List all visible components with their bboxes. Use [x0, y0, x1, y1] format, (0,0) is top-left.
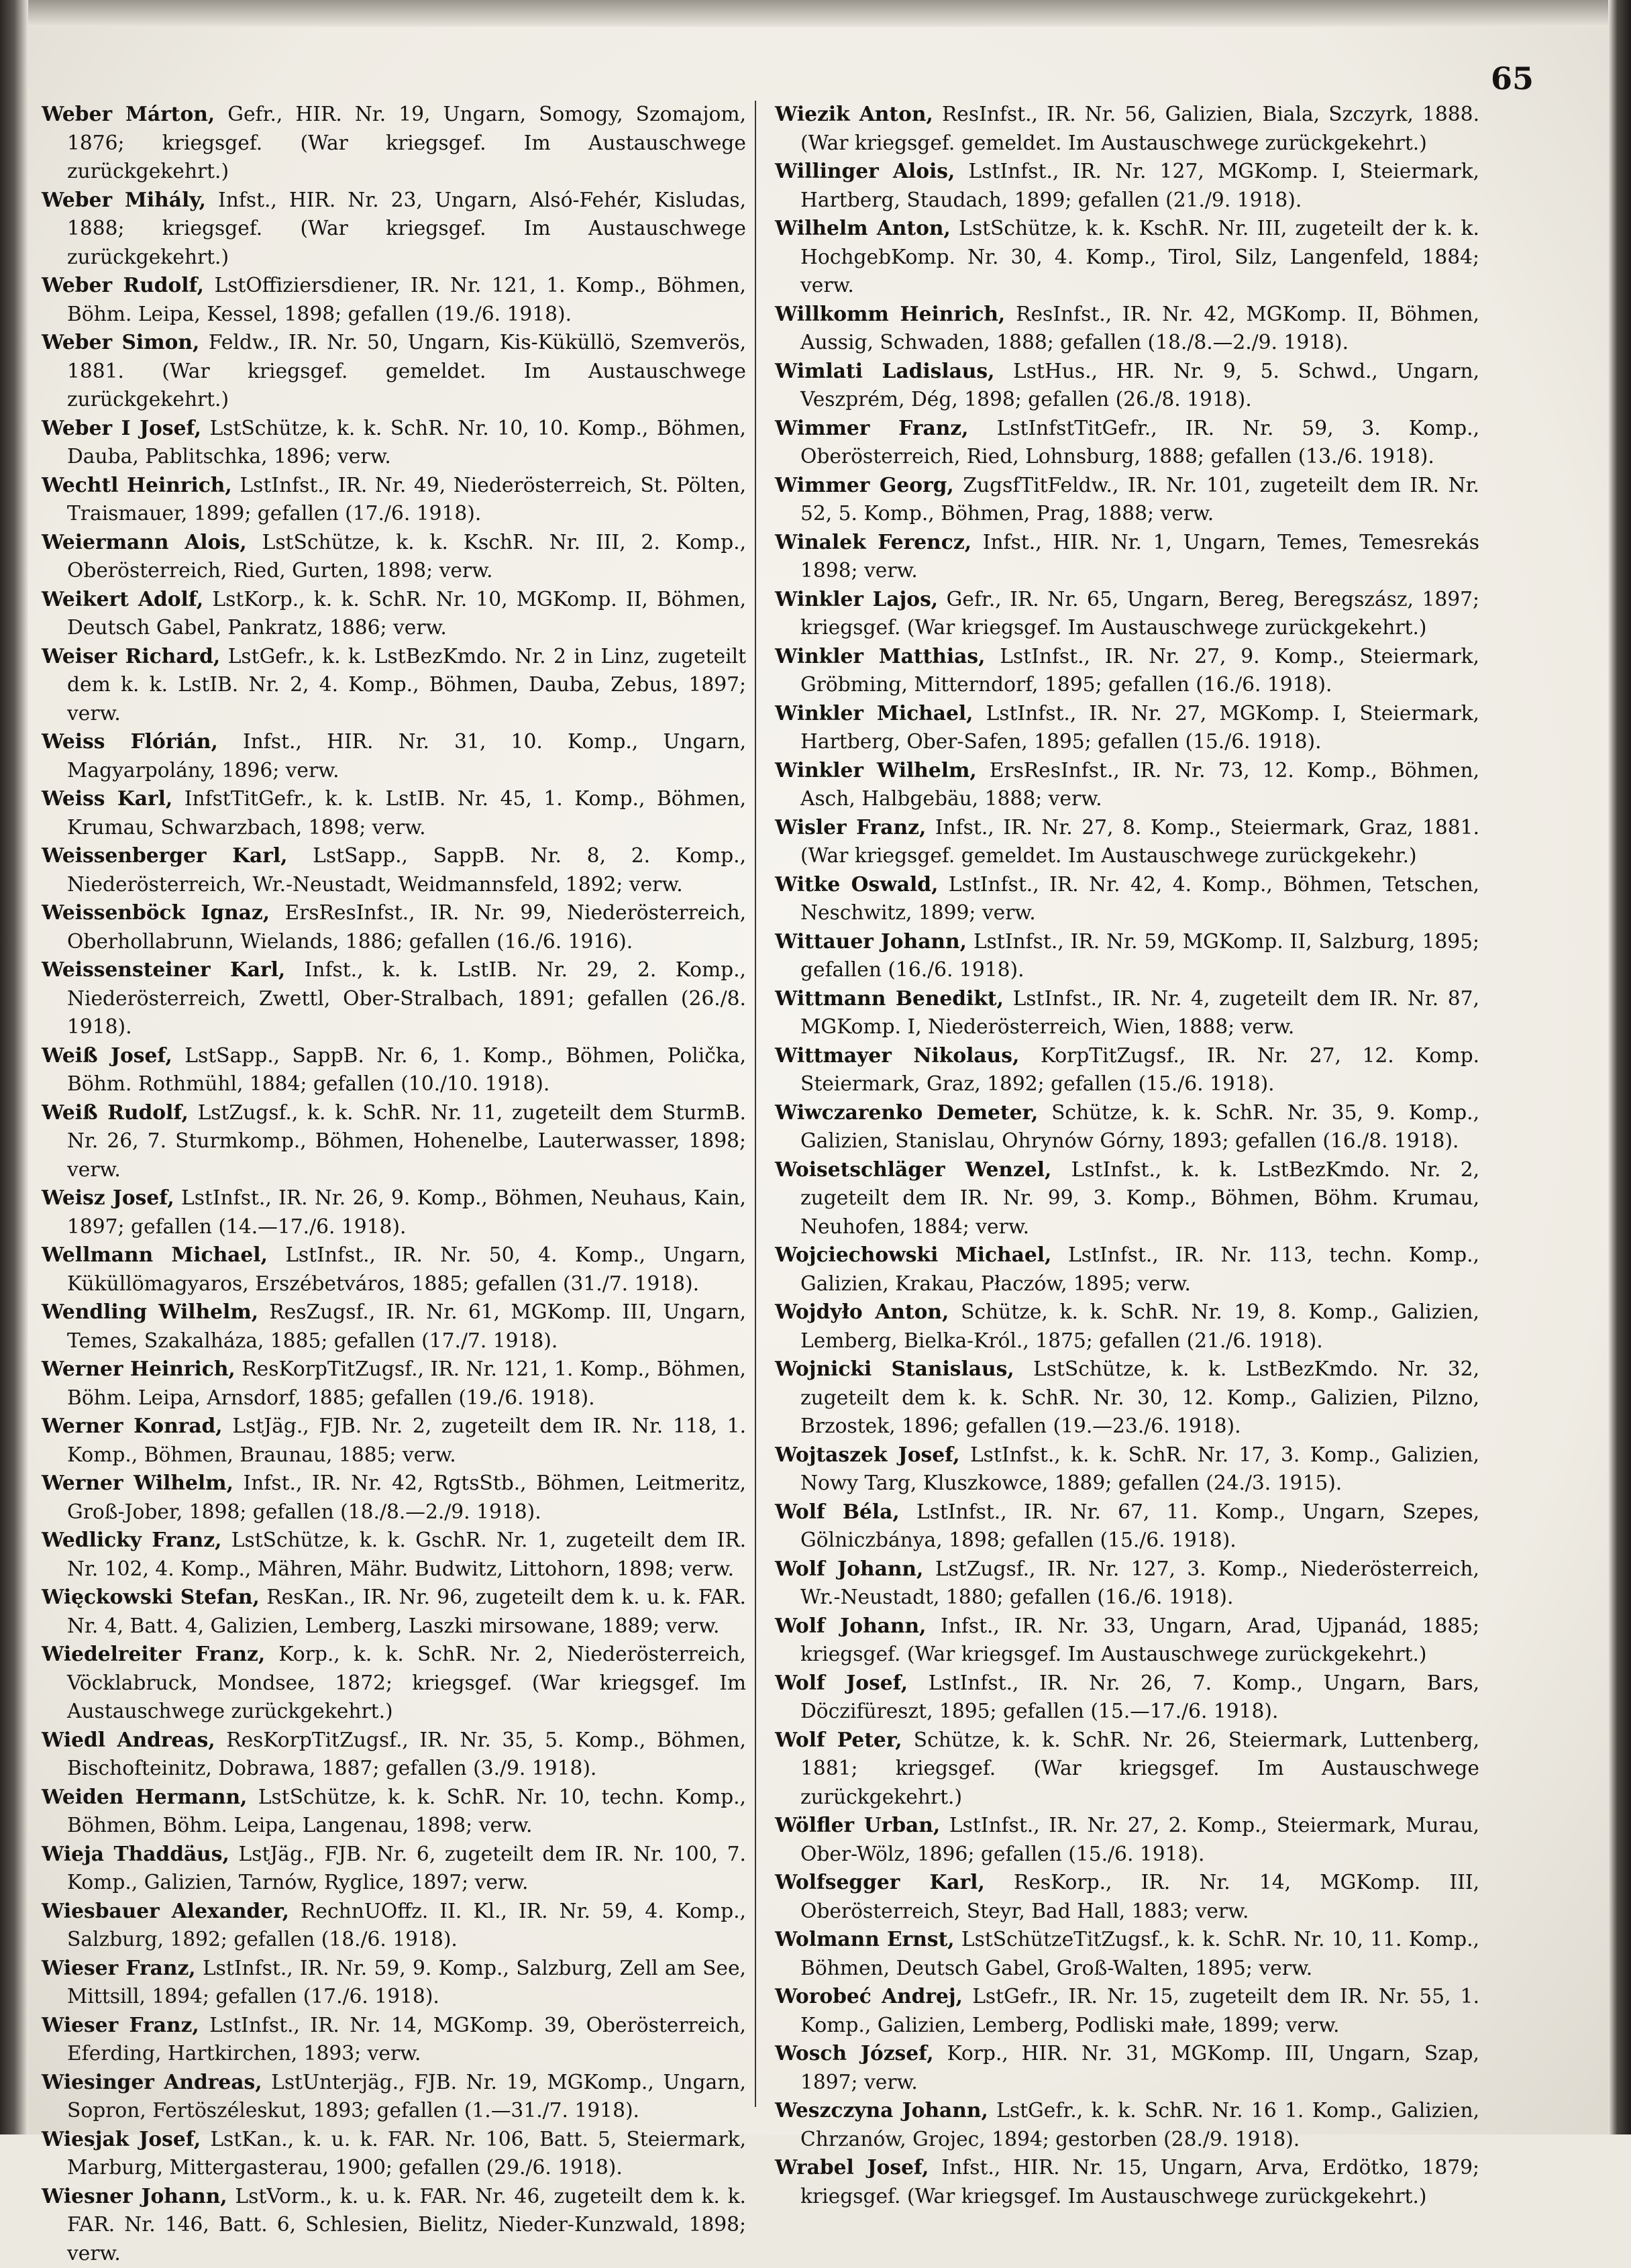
entry-name: Weiß Josef, — [42, 1044, 172, 1068]
entry-details: Schütze, k. k. SchR. Nr. 26, Steiermark, Luttenberg, 1881; kriegsgef. (War kriegsgef. Im Austauschwege zurückgekehrt.) — [800, 1729, 1479, 1809]
entry-name: Wittmayer Nikolaus, — [775, 1044, 1019, 1068]
register-entry — [775, 301, 1479, 358]
entry-name: Weiß Rudolf, — [42, 1101, 189, 1125]
entry-name: Wrabel Josef, — [775, 2156, 929, 2179]
entry-name: Wiesjak Josef, — [42, 2128, 201, 2151]
entry-details: LstInfst., IR. Nr. 59, 9. Komp., Salzburg, Zell am See, Mittsill, 1894; gefallen (17./6. 1918). — [67, 1957, 746, 2009]
register-entry — [775, 2040, 1479, 2097]
entry-name: Wiwczarenko Demeter, — [775, 1101, 1038, 1125]
entry-name: Wimmer Georg, — [775, 474, 954, 497]
entry-name: Werner Konrad, — [42, 1414, 223, 1438]
register-entry — [42, 187, 746, 272]
entry-name: Wimmer Franz, — [775, 417, 969, 440]
register-entry — [42, 2126, 746, 2183]
entry-details: Schütze, k. k. SchR. Nr. 19, 8. Komp., Galizien, Lemberg, Bielka-Król., 1875; gefallen (21./6. 1918). — [800, 1300, 1479, 1353]
register-entry — [42, 1784, 746, 1841]
register-entry — [42, 899, 746, 956]
entry-details: ResKorpTitZugsf., IR. Nr. 35, 5. Komp., Böhmen, Bischofteinitz, Dobrawa, 1887; gefallen (3./9. 1918). — [67, 1729, 746, 1781]
entry-details: ZugsfTitFeldw., IR. Nr. 101, zugeteilt dem IR. Nr. 52, 5. Komp., Böhmen, Prag, 1888; verw. — [800, 474, 1479, 526]
register-entry — [42, 329, 746, 415]
entry-name: Willinger Alois, — [775, 160, 955, 183]
entry-details: Infst., k. k. LstIB. Nr. 29, 2. Komp., Niederösterreich, Zwettl, Ober-Stralbach, 1891; gefallen (26./8. 1918). — [67, 958, 746, 1039]
entry-name: Werner Wilhelm, — [42, 1472, 233, 1495]
register-entry — [775, 1612, 1479, 1669]
register-entry — [775, 1869, 1479, 1926]
entry-name: Wojdyło Anton, — [775, 1300, 949, 1324]
entry-details: Infst., IR. Nr. 33, Ungarn, Arad, Ujpanád, 1885; kriegsgef. (War kriegsgef. Im Austauschwege zurückgekehrt.) — [800, 1614, 1479, 1667]
entry-details: LstInfst., IR. Nr. 26, 9. Komp., Böhmen, Neuhaus, Kain, 1897; gefallen (14.—17./6. 1918). — [67, 1186, 746, 1239]
register-entry — [775, 1099, 1479, 1156]
entry-name: Weiss Karl, — [42, 787, 172, 811]
entry-name: Weisz Josef, — [42, 1186, 174, 1210]
entry-details: LstInfst., IR. Nr. 27, MGKomp. I, Steiermark, Hartberg, Ober-Safen, 1895; gefallen (15./6. 1918). — [800, 702, 1479, 754]
entry-details: LstSapp., SappB. Nr. 6, 1. Komp., Böhmen, Polička, Böhm. Rothmühl, 1884; gefallen (10./10. 1918). — [67, 1044, 746, 1096]
entry-name: Winalek Ferencz, — [775, 531, 971, 554]
entry-details: ResZugsf., IR. Nr. 61, MGKomp. III, Ungarn, Temes, Szakalháza, 1885; gefallen (17./7. 1918). — [67, 1300, 746, 1353]
entry-name: Wiesinger Andreas, — [42, 2071, 262, 2094]
entry-name: Wilhelm Anton, — [775, 217, 951, 240]
entry-name: Wittauer Johann, — [775, 930, 967, 953]
entry-name: Wieser Franz, — [42, 1957, 196, 1980]
entry-name: Wieser Franz, — [42, 2014, 199, 2037]
entry-details: ErsResInfst., IR. Nr. 99, Niederösterreich, Oberhollabrunn, Wielands, 1886; gefallen (16./6. 1916). — [67, 901, 746, 953]
entry-name: Werner Heinrich, — [42, 1357, 235, 1381]
register-entry — [775, 1298, 1479, 1355]
register-entry — [42, 1584, 746, 1641]
entry-details: Infst., HIR. Nr. 23, Ungarn, Alsó-Fehér, Kisludas, 1888; kriegsgef. (War kriegsgef. Im Austauschwege zurückgekehrt.) — [67, 189, 746, 269]
register-entry — [775, 586, 1479, 643]
entry-details: LstInfst., IR. Nr. 67, 11. Komp., Ungarn, Szepes, Gölniczbánya, 1898; gefallen (15./6. 1918). — [800, 1500, 1479, 1553]
entry-name: Wolfsegger Karl, — [775, 1871, 985, 1894]
entry-details: LstKan., k. u. k. FAR. Nr. 106, Batt. 5, Steiermark, Marburg, Mittergasterau, 1900; gefallen (29./6. 1918). — [67, 2128, 746, 2180]
register-entry — [775, 472, 1479, 529]
register-entry — [42, 586, 746, 643]
entry-details: LstSchütze, k. k. GschR. Nr. 1, zugeteilt dem IR. Nr. 102, 4. Komp., Mähren, Mähr. Budwitz, Littohorn, 1898; verw. — [67, 1529, 746, 1581]
register-entry — [775, 358, 1479, 415]
entry-name: Wiedl Andreas, — [42, 1729, 215, 1752]
register-entry — [775, 757, 1479, 814]
entry-name: Witke Oswald, — [775, 873, 938, 896]
entry-name: Wisler Franz, — [775, 816, 926, 839]
register-entry — [42, 2069, 746, 2126]
entry-details: Korp., k. k. SchR. Nr. 2, Niederösterreich, Vöcklabruck, Mondsee, 1872; kriegsgef. (War kriegsgef. Im Austauschwege zurückgekehrt.) — [67, 1643, 746, 1723]
entry-name: Weszczyna Johann, — [775, 2099, 988, 2122]
register-entry — [775, 1926, 1479, 1983]
entry-name: Wojtaszek Josef, — [775, 1443, 960, 1467]
entry-name: Wojciechowski Michael, — [775, 1243, 1051, 1267]
entry-details: LstInfst., IR. Nr. 27, 2. Komp., Steiermark, Murau, Ober-Wölz, 1896; gefallen (15./6. 1918). — [800, 1814, 1479, 1866]
entry-details: LstInfst., IR. Nr. 42, 4. Komp., Böhmen, Tetschen, Neschwitz, 1899; verw. — [800, 873, 1479, 925]
entry-details: LstZugsf., IR. Nr. 127, 3. Komp., Niederösterreich, Wr.-Neustadt, 1880; gefallen (16./6. 1918). — [800, 1557, 1479, 1610]
entry-name: Wolf Johann, — [775, 1614, 926, 1638]
register-entry — [42, 529, 746, 586]
entry-details: Infst., HIR. Nr. 31, 10. Komp., Ungarn, Magyarpolány, 1896; verw. — [67, 730, 746, 782]
register-entry — [775, 814, 1479, 871]
entry-details: LstInfst., k. k. SchR. Nr. 17, 3. Komp., Galizien, Nowy Targ, Kluszkowce, 1889; gefallen (24./3. 1915). — [800, 1443, 1479, 1496]
entry-name: Wolf Johann, — [775, 1557, 923, 1581]
entry-details: LstGefr., k. k. LstBezKmdo. Nr. 2 in Linz, zugeteilt dem k. k. LstIB. Nr. 2, 4. Komp., Böhmen, Dauba, Zebus, 1897; verw. — [67, 645, 746, 725]
register-entry — [775, 1726, 1479, 1812]
entry-name: Wiezik Anton, — [775, 103, 933, 126]
entry-name: Wolf Josef, — [775, 1671, 908, 1695]
entry-details: LstInfst., IR. Nr. 127, MGKomp. I, Steiermark, Hartberg, Staudach, 1899; gefallen (21./9. 1918). — [800, 160, 1479, 212]
entry-name: Weiss Flórián, — [42, 730, 218, 754]
register-entry — [42, 2183, 746, 2268]
entry-name: Willkomm Heinrich, — [775, 303, 1005, 326]
entry-details: ResKorp., IR. Nr. 14, MGKomp. III, Oberösterreich, Steyr, Bad Hall, 1883; verw. — [800, 1871, 1479, 1923]
entry-details: LstJäg., FJB. Nr. 6, zugeteilt dem IR. Nr. 100, 7. Komp., Galizien, Tarnów, Ryglice, 1897; verw. — [67, 1843, 746, 1895]
register-entry — [42, 842, 746, 899]
entry-name: Weber Rudolf, — [42, 274, 204, 297]
column-divider — [755, 101, 756, 2107]
entry-name: Weber Mihály, — [42, 189, 206, 212]
entry-details: ResKorpTitZugsf., IR. Nr. 121, 1. Komp., Böhmen, Böhm. Leipa, Arnsdorf, 1885; gefallen (19./6. 1918). — [67, 1357, 746, 1410]
register-entry — [42, 2012, 746, 2069]
entry-name: Winkler Matthias, — [775, 645, 985, 668]
entry-details: Gefr., IR. Nr. 65, Ungarn, Bereg, Beregszász, 1897; kriegsgef. (War kriegsgef. Im Austauschwege zurückgekehrt.) — [800, 588, 1479, 640]
entry-details: LstInfst., IR. Nr. 26, 7. Komp., Ungarn, Bars, Döczifüreszt, 1895; gefallen (15.—17./6. 1918). — [800, 1671, 1479, 1724]
register-entry — [42, 1726, 746, 1784]
entry-name: Więckowski Stefan, — [42, 1586, 260, 1609]
entry-name: Weissenböck Ignaz, — [42, 901, 270, 925]
entry-details: LstSchützeTitZugsf., k. k. SchR. Nr. 10, 11. Komp., Böhmen, Deutsch Gabel, Groß-Walten, 1895; verw. — [800, 1928, 1479, 1980]
entry-details: LstSchütze, k. k. LstBezKmdo. Nr. 32, zugeteilt dem k. k. SchR. Nr. 30, 12. Komp., Galizien, Pilzno, Brzostek, 1896; gefallen (19.—23./6. 1918). — [800, 1357, 1479, 1438]
entry-name: Weber I Josef, — [42, 417, 201, 440]
entry-details: LstInfst., IR. Nr. 27, 9. Komp., Steiermark, Gröbming, Mitterndorf, 1895; gefallen (16./6. 1918). — [800, 645, 1479, 697]
register-entry — [775, 985, 1479, 1042]
entry-details: ErsResInfst., IR. Nr. 73, 12. Komp., Böhmen, Asch, Halbgebäu, 1888; verw. — [800, 759, 1479, 811]
entry-details: LstHus., HR. Nr. 9, 5. Schwd., Ungarn, Veszprém, Dég, 1898; gefallen (26./8. 1918). — [800, 360, 1479, 412]
register-entry — [775, 643, 1479, 700]
register-entry — [775, 1355, 1479, 1441]
entry-details: LstSchütze, k. k. KschR. Nr. III, zugeteilt der k. k. HochgebKomp. Nr. 30, 4. Komp., Tirol, Silz, Langenfeld, 1884; verw. — [800, 217, 1479, 297]
register-entry — [42, 1412, 746, 1470]
entry-name: Winkler Wilhelm, — [775, 759, 977, 782]
left-column — [42, 101, 746, 2268]
entry-details: KorpTitZugsf., IR. Nr. 27, 12. Komp. Steiermark, Graz, 1892; gefallen (15./6. 1918). — [800, 1044, 1479, 1096]
register-entry — [775, 2097, 1479, 2154]
register-entry — [42, 643, 746, 729]
entry-name: Weikert Adolf, — [42, 588, 203, 611]
register-entry — [775, 1983, 1479, 2040]
register-entry — [775, 700, 1479, 757]
entry-details: Infst., HIR. Nr. 15, Ungarn, Arva, Erdötko, 1879; kriegsgef. (War kriegsgef. Im Austauschwege zurückgekehrt.) — [800, 2156, 1479, 2208]
entry-details: LstInfst., IR. Nr. 59, MGKomp. II, Salzburg, 1895; gefallen (16./6. 1918). — [800, 930, 1479, 982]
entry-details: LstInfst., IR. Nr. 49, Niederösterreich, St. Pölten, Traismauer, 1899; gefallen (17./6. 1918). — [67, 474, 746, 526]
entry-name: Winkler Lajos, — [775, 588, 938, 611]
entry-name: Wechtl Heinrich, — [42, 474, 232, 497]
register-entry — [42, 1470, 746, 1527]
entry-details: LstInfst., IR. Nr. 14, MGKomp. 39, Oberösterreich, Eferding, Hartkirchen, 1893; verw. — [67, 2014, 746, 2066]
entry-name: Wittmann Benedikt, — [775, 987, 1004, 1011]
entry-name: Wosch József, — [775, 2042, 934, 2065]
register-entry — [42, 1099, 746, 1185]
entry-details: Schütze, k. k. SchR. Nr. 35, 9. Komp., Galizien, Stanislau, Ohrynów Górny, 1893; gefallen (16./8. 1918). — [800, 1101, 1479, 1153]
entry-details: ResKan., IR. Nr. 96, zugeteilt dem k. u. k. FAR. Nr. 4, Batt. 4, Galizien, Lemberg, Laszki mirsowane, 1889; verw. — [67, 1586, 746, 1638]
entry-name: Wellmann Michael, — [42, 1243, 268, 1267]
register-entry — [42, 1241, 746, 1298]
page-right-edge — [1608, 0, 1631, 2134]
page-number: 65 — [1491, 60, 1534, 97]
register-entry — [775, 2154, 1479, 2211]
entry-name: Weiser Richard, — [42, 645, 220, 668]
entry-name: Wolf Béla, — [775, 1500, 900, 1524]
entry-details: Infst., IR. Nr. 42, RgtsStb., Böhmen, Leitmeritz, Groß-Jober, 1898; gefallen (18./8.—2./9. 1918). — [67, 1472, 746, 1524]
entry-name: Wiedelreiter Franz, — [42, 1643, 265, 1666]
register-entry — [42, 1298, 746, 1355]
entry-name: Wolmann Ernst, — [775, 1928, 955, 1951]
entry-name: Worobeć Andrej, — [775, 1985, 963, 2008]
entry-details: LstJäg., FJB. Nr. 2, zugeteilt dem IR. Nr. 118, 1. Komp., Böhmen, Braunau, 1885; verw. — [67, 1414, 746, 1467]
entry-details: RechnUOffz. II. Kl., IR. Nr. 59, 4. Komp., Salzburg, 1892; gefallen (18./6. 1918). — [67, 1900, 746, 1952]
entry-details: Infst., HIR. Nr. 1, Ungarn, Temes, Temesrekás 1898; verw. — [800, 531, 1479, 583]
entry-details: LstInfst., k. k. LstBezKmdo. Nr. 2, zugeteilt dem IR. Nr. 99, 3. Komp., Böhmen, Böhm. Krumau, Neuhofen, 1884; verw. — [800, 1158, 1479, 1239]
entry-details: LstSchütze, k. k. SchR. Nr. 10, 10. Komp., Böhmen, Dauba, Pablitschka, 1896; verw. — [67, 417, 746, 469]
entry-name: Wedlicky Franz, — [42, 1529, 221, 1552]
register-entry — [42, 1042, 746, 1099]
entry-details: LstInfst., IR. Nr. 113, techn. Komp., Galizien, Krakau, Płaczów, 1895; verw. — [800, 1243, 1479, 1296]
entry-details: LstInfst., IR. Nr. 4, zugeteilt dem IR. Nr. 87, MGKomp. I, Niederösterreich, Wien, 1888; verw. — [800, 987, 1479, 1039]
entry-name: Wojnicki Stanislaus, — [775, 1357, 1014, 1381]
entry-details: ResInfst., IR. Nr. 42, MGKomp. II, Böhmen, Aussig, Schwaden, 1888; gefallen (18./8.—2./9. 1918). — [800, 303, 1479, 355]
register-entry — [42, 472, 746, 529]
entry-name: Wölfler Urban, — [775, 1814, 940, 1837]
register-entry — [42, 728, 746, 785]
entry-name: Wolf Peter, — [775, 1729, 902, 1752]
register-entry — [42, 101, 746, 187]
register-entry — [775, 101, 1479, 158]
register-entry — [42, 1898, 746, 1955]
entry-name: Wendling Wilhelm, — [42, 1300, 258, 1324]
entry-details: LstKorp., k. k. SchR. Nr. 10, MGKomp. II, Böhmen, Deutsch Gabel, Pankratz, 1886; verw. — [67, 588, 746, 640]
entry-details: LstInfst., IR. Nr. 50, 4. Komp., Ungarn, Küküllömagyaros, Erszébetváros, 1885; gefallen (31./7. 1918). — [67, 1243, 746, 1296]
entry-name: Weber Simon, — [42, 331, 199, 354]
register-entry — [42, 415, 746, 472]
entry-name: Weissenberger Karl, — [42, 844, 287, 868]
entry-name: Weiermann Alois, — [42, 531, 247, 554]
register-entry — [775, 158, 1479, 215]
register-entry — [42, 1841, 746, 1898]
register-entry — [775, 1441, 1479, 1498]
entry-name: Wieja Thaddäus, — [42, 1843, 229, 1866]
entry-name: Weber Márton, — [42, 103, 215, 126]
entry-name: Winkler Michael, — [775, 702, 974, 725]
register-entry — [42, 785, 746, 842]
register-entry — [775, 1241, 1479, 1298]
entry-details: LstUnterjäg., FJB. Nr. 19, MGKomp., Ungarn, Sopron, Fertöszéleskut, 1893; gefallen (1.—31./7. 1918). — [67, 2071, 746, 2123]
entry-details: LstGefr., IR. Nr. 15, zugeteilt dem IR. Nr. 55, 1. Komp., Galizien, Lemberg, Podliski małe, 1899; verw. — [800, 1985, 1479, 2037]
entry-name: Weissensteiner Karl, — [42, 958, 285, 982]
entry-details: LstGefr., k. k. SchR. Nr. 16 1. Komp., Galizien, Chrzanów, Grojec, 1894; gestorben (28./9. 1918). — [800, 2099, 1479, 2151]
entry-details: LstOffiziersdiener, IR. Nr. 121, 1. Komp., Böhmen, Böhm. Leipa, Kessel, 1898; gefallen (19./6. 1918). — [67, 274, 746, 326]
register-entry — [775, 215, 1479, 301]
page-top-edge — [0, 0, 1631, 27]
entry-name: Woisetschläger Wenzel, — [775, 1158, 1051, 1182]
entry-details: InfstTitGefr., k. k. LstIB. Nr. 45, 1. Komp., Böhmen, Krumau, Schwarzbach, 1898; verw. — [67, 787, 746, 839]
register-entry — [775, 529, 1479, 586]
entry-details: Gefr., HIR. Nr. 19, Ungarn, Somogy, Szomajom, 1876; kriegsgef. (War kriegsgef. Im Austauschwege zurückgekehrt.) — [67, 103, 746, 183]
entry-details: LstSchütze, k. k. SchR. Nr. 10, techn. Komp., Böhmen, Böhm. Leipa, Langenau, 1898; verw. — [67, 1786, 746, 1838]
register-entry — [42, 1955, 746, 2012]
register-entry — [775, 1156, 1479, 1242]
register-entry — [775, 1669, 1479, 1726]
register-entry — [42, 1641, 746, 1726]
entry-details: ResInfst., IR. Nr. 56, Galizien, Biala, Szczyrk, 1888. (War kriegsgef. gemeldet. Im Austauschwege zurückgekehrt.) — [800, 103, 1479, 155]
register-entry — [775, 415, 1479, 472]
register-entry — [42, 1527, 746, 1584]
entry-details: Korp., HIR. Nr. 31, MGKomp. III, Ungarn, Szap, 1897; verw. — [800, 2042, 1479, 2094]
register-entry — [42, 1184, 746, 1241]
register-entry — [775, 1555, 1479, 1612]
register-entry — [775, 1042, 1479, 1099]
register-entry — [775, 1498, 1479, 1555]
register-entry — [42, 1355, 746, 1412]
register-entry — [775, 1812, 1479, 1869]
register-entry — [42, 956, 746, 1042]
register-entry — [775, 871, 1479, 928]
entry-name: Weiden Hermann, — [42, 1786, 247, 1809]
register-entry — [42, 272, 746, 329]
entry-details: LstSapp., SappB. Nr. 8, 2. Komp., Niederösterreich, Wr.-Neustadt, Weidmannsfeld, 1892; verw. — [67, 844, 746, 896]
register-entry — [775, 928, 1479, 985]
entry-name: Wimlati Ladislaus, — [775, 360, 994, 383]
entry-name: Wiesner Johann, — [42, 2185, 227, 2208]
entry-details: LstInfstTitGefr., IR. Nr. 59, 3. Komp., Oberösterreich, Ried, Lohnsburg, 1888; gefallen (13./6. 1918). — [800, 417, 1479, 469]
page-left-edge — [0, 0, 28, 2134]
right-column — [775, 101, 1479, 2211]
entry-details: LstSchütze, k. k. KschR. Nr. III, 2. Komp., Oberösterreich, Ried, Gurten, 1898; verw. — [67, 531, 746, 583]
entry-details: Feldw., IR. Nr. 50, Ungarn, Kis-Küküllö, Szemverös, 1881. (War kriegsgef. gemeldet. Im Austauschwege zurückgekehrt.) — [67, 331, 746, 411]
entry-name: Wiesbauer Alexander, — [42, 1900, 289, 1923]
entry-details: LstZugsf., k. k. SchR. Nr. 11, zugeteilt dem SturmB. Nr. 26, 7. Sturmkomp., Böhmen, Hohenelbe, Lauterwasser, 1898; verw. — [67, 1101, 746, 1182]
entry-details: Infst., IR. Nr. 27, 8. Komp., Steiermark, Graz, 1881. (War kriegsgef. gemeldet. Im Austauschwege zurückgekehr.) — [800, 816, 1479, 868]
entry-details: LstVorm., k. u. k. FAR. Nr. 46, zugeteilt dem k. k. FAR. Nr. 146, Batt. 6, Schlesien, Bielitz, Nieder-Kunzwald, 1898; verw. — [67, 2185, 746, 2265]
